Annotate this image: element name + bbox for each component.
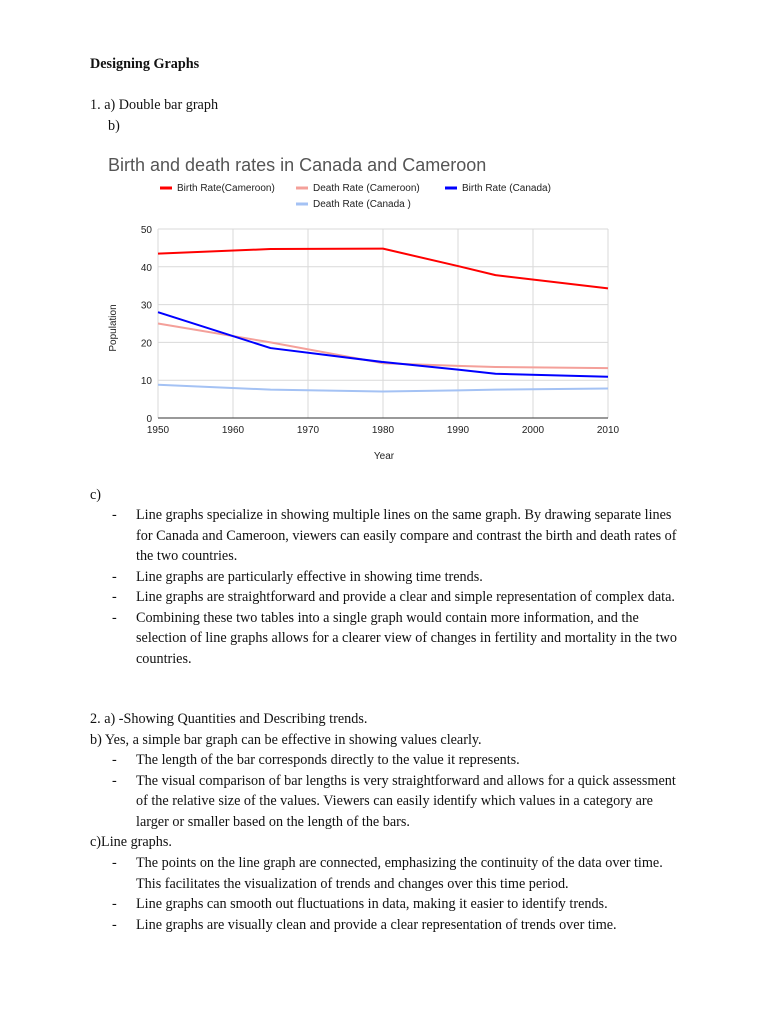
bullet-text: The points on the line graph are connected, emphasizing the continuity of the data over time. This facilitates the visualization of trends and changes over this time period. <box>136 855 663 892</box>
bullet-text: Combining these two tables into a single graph would contain more information, and the selection of line graphs allows for a clearer view of changes in fertility and mortality in the two countries. <box>136 609 677 667</box>
x-tick-label: 1990 <box>446 425 470 436</box>
dash-marker: - <box>112 752 117 768</box>
question-1c: c) <box>90 487 102 503</box>
dash-marker: - <box>112 589 117 605</box>
dash-marker: - <box>112 896 117 912</box>
question-2b: b) Yes, a simple bar graph can be effective in showing values clearly. <box>90 732 482 748</box>
list-item <box>90 750 680 771</box>
chart-legend <box>160 183 551 210</box>
list-item <box>90 894 680 915</box>
y-tick-label: 10 <box>140 376 152 388</box>
x-tick-label: 2010 <box>596 425 620 436</box>
question-2b-bullets <box>90 750 680 832</box>
list-item <box>90 608 680 670</box>
dash-marker: - <box>112 855 117 871</box>
bullet-text: Line graphs are straightforward and provide a clear and simple representation of complex data. <box>136 589 675 605</box>
dash-marker: - <box>112 568 117 585</box>
legend-label: Birth Rate(Cameroon) <box>177 183 275 194</box>
dash-marker: - <box>112 772 117 789</box>
y-tick-label: 40 <box>140 262 152 274</box>
bullet-text: Line graphs can smooth out fluctuations in data, making it easier to identify trends. <box>136 896 608 912</box>
question-2c-bullets <box>90 853 680 935</box>
y-tick-label: 30 <box>140 300 152 312</box>
list-item <box>90 853 680 894</box>
x-tick-label: 1950 <box>146 425 170 436</box>
x-axis-label: Year <box>373 451 395 462</box>
chart-title: Birth and death rates in Canada and Cameroon <box>108 155 487 175</box>
bullet-text: Line graphs specialize in showing multiple lines on the same graph. By drawing separate lines for Canada and Cameroon, viewers can easily compare and contrast the birth and death rates of the two countries. <box>136 507 677 564</box>
x-tick-label: 2000 <box>521 425 545 436</box>
list-item <box>90 915 680 936</box>
bullet-text: Line graphs are particularly effective in showing time trends. <box>136 568 483 585</box>
y-axis-label: Population <box>108 304 119 352</box>
question-1a: 1. a) Double bar graph <box>90 97 219 113</box>
question-1b: b) <box>108 118 120 134</box>
list-item <box>90 505 680 567</box>
list-item <box>90 587 680 608</box>
question-1c-bullets <box>90 505 680 669</box>
legend-label: Birth Rate (Canada) <box>462 183 551 194</box>
dash-marker: - <box>112 916 117 933</box>
y-tick-label: 50 <box>140 225 152 236</box>
legend-label: Death Rate (Cameroon) <box>313 183 420 194</box>
y-axis-ticks <box>141 225 153 425</box>
y-tick-label: 0 <box>146 414 152 425</box>
question-2a: 2. a) -Showing Quantities and Describing trends. <box>90 711 368 727</box>
x-axis-ticks <box>147 425 620 436</box>
list-item <box>90 567 680 588</box>
dash-marker: - <box>112 507 117 523</box>
bullet-text: The length of the bar corresponds directly to the value it represents. <box>136 752 520 768</box>
dash-marker: - <box>112 609 117 626</box>
line-chart <box>100 143 640 473</box>
y-tick-label: 20 <box>140 338 152 350</box>
x-tick-label: 1980 <box>371 425 395 436</box>
x-tick-label: 1970 <box>296 425 320 436</box>
question-2c: c)Line graphs. <box>90 834 172 850</box>
x-tick-label: 1960 <box>221 425 245 436</box>
list-item <box>90 771 680 833</box>
bullet-text: Line graphs are visually clean and provide a clear representation of trends over time. <box>136 916 617 933</box>
legend-label: Death Rate (Canada ) <box>313 199 411 210</box>
page-title: Designing Graphs <box>90 56 200 72</box>
bullet-text: The visual comparison of bar lengths is very straightforward and allows for a quick assessment of the relative size of the values. Viewers can easily identify which values in a category are larger or smaller based on the length of the bars. <box>136 772 676 830</box>
